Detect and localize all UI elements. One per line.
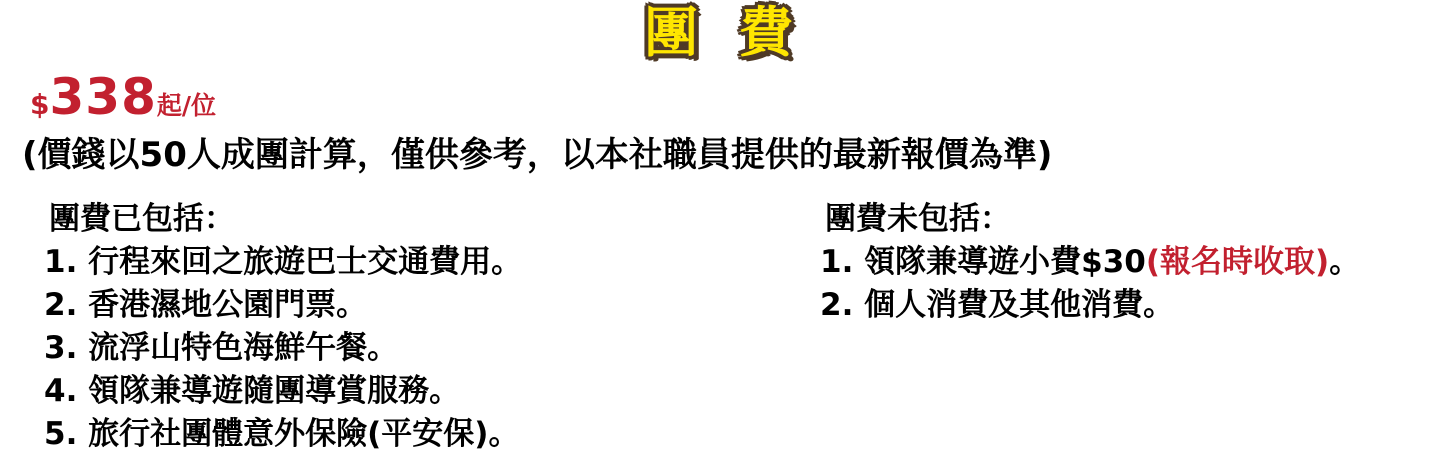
excluded-heading: 團費未包括：: [825, 201, 1011, 237]
included-column: [44, 198, 522, 456]
excluded-item-1-highlight: (報名時收取): [1145, 244, 1330, 280]
excluded-column: [820, 198, 1360, 327]
excluded-item-1-text: 1. 領隊兼導遊小費$30: [820, 244, 1146, 280]
price-amount: 338: [49, 68, 157, 126]
included-item-5: 5. 旅行社團體意外保險(平安保)。: [44, 416, 520, 452]
included-item-4: 4. 領隊兼導遊隨團導賞服務。: [44, 373, 461, 409]
excluded-item-2: 2. 個人消費及其他消費。: [820, 287, 1175, 323]
price-currency: $: [30, 88, 50, 121]
included-heading: 團費已包括：: [49, 201, 235, 237]
excluded-item-1-tail: 。: [1329, 244, 1361, 280]
price: [30, 68, 216, 126]
section-title: 團 費: [644, 1, 796, 64]
included-item-1: 1. 行程來回之旅遊巴士交通費用。: [44, 244, 523, 280]
included-item-3: 3. 流浮山特色海鮮午餐。: [44, 330, 399, 366]
excluded-item-1: [820, 241, 1360, 284]
included-item-2: 2. 香港濕地公園門票。: [44, 287, 368, 323]
price-suffix: 起/位: [156, 91, 216, 120]
price-note: (價錢以50人成團計算，僅供參考，以本社職員提供的最新報價為準): [22, 135, 1053, 175]
